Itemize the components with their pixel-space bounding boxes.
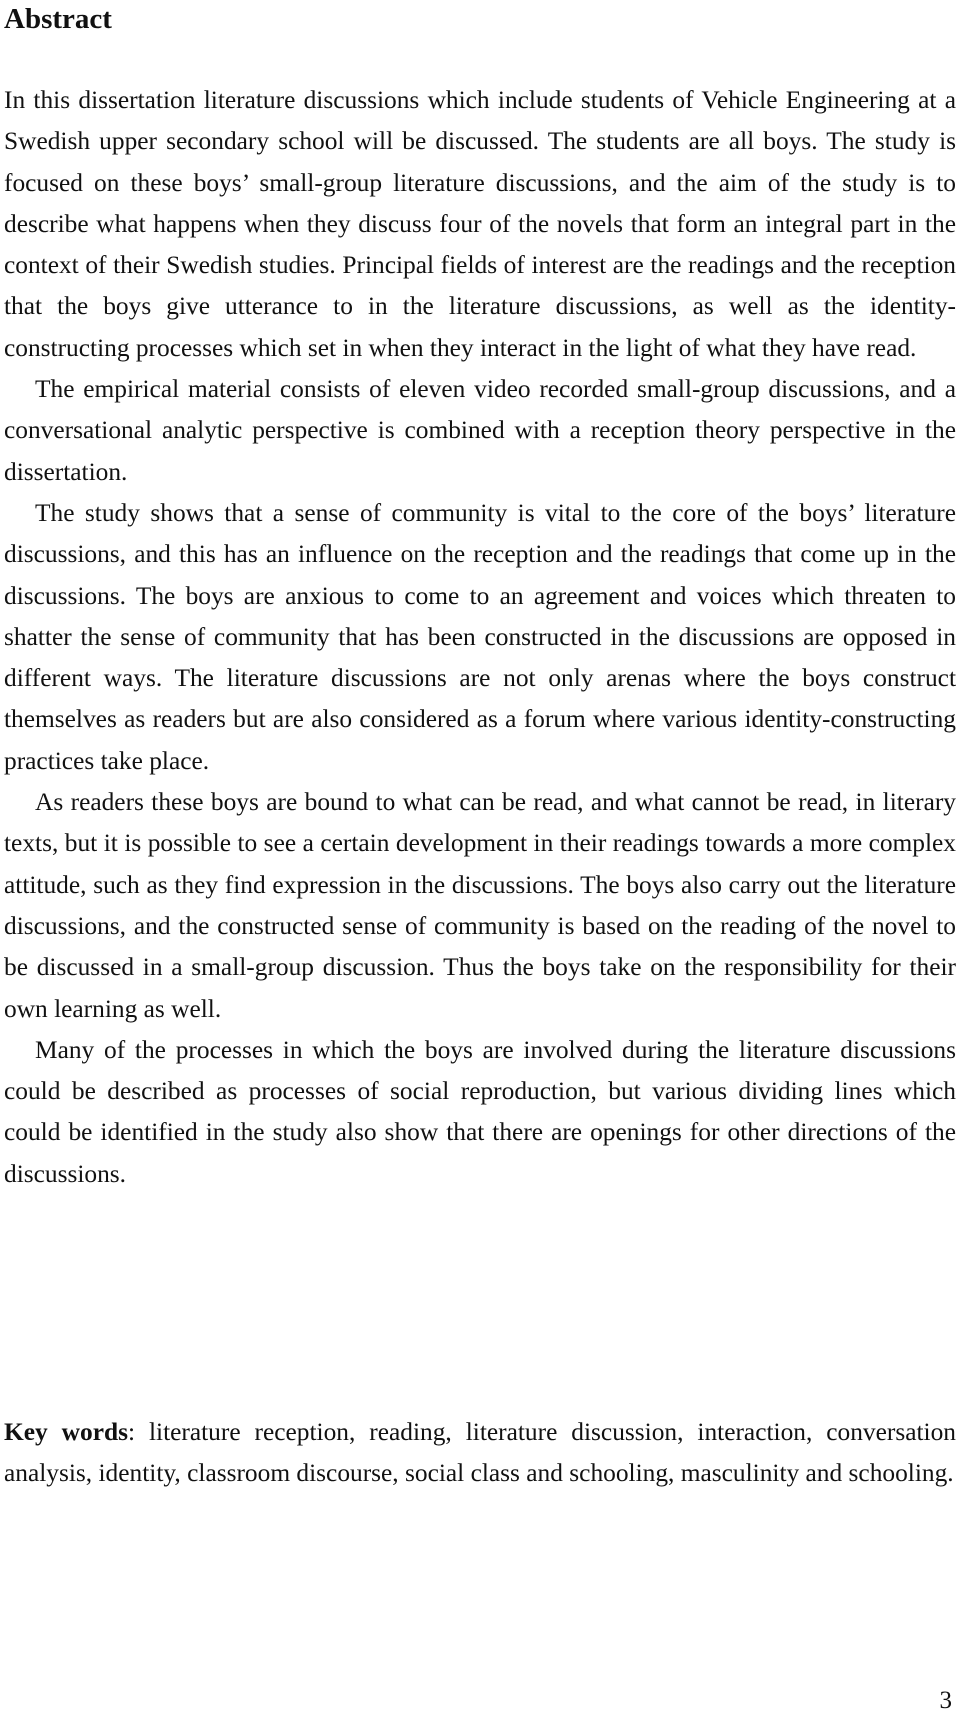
abstract-paragraph-1: In this dissertation literature discussions which include students of Vehicle Engineering at a Swedish upper secondary school will be discussed. The students are all boys. The study is focused on these boys’ small-group literature discussions, and the aim of the study is to describe what happens when they discuss four of the novels that form an integral part in the context of their Swedish studies. Principal fields of interest are the readings and the reception that the boys give utterance to in the literature discussions, as well as the identity-constructing processes which set in when they interact in the light of what they have read. <box>4 86 956 362</box>
keywords-section <box>4 1412 956 1495</box>
page-number: 3 <box>939 1687 952 1714</box>
abstract-paragraph-5: Many of the processes in which the boys are involved during the literature discussions could be described as processes of social reproduction, but various dividing lines which could be identified in the study also show that there are openings for other directions of the discussions. <box>4 1035 956 1188</box>
abstract-heading: Abstract <box>4 3 112 35</box>
abstract-paragraph-2: The empirical material consists of eleven video recorded small-group discussions, and a conversational analytic perspective is combined with a reception theory perspective in the dissertation. <box>4 375 956 486</box>
abstract-paragraph-3: The study shows that a sense of community is vital to the core of the boys’ literature discussions, and this has an influence on the reception and the readings that come up in the discussions. The boys are anxious to come to an agreement and voices which threaten to shatter the sense of community that has been constructed in the discussions are opposed in different ways. The literature discussions are not only arenas where the boys construct themselves as readers but are also considered as a forum where various identity-constructing practices take place. <box>4 498 956 775</box>
abstract-body <box>4 80 956 1195</box>
keywords-list: literature reception, reading, literature discussion, interaction, conversation analysis, identity, classroom discourse, social class and schooling, masculinity and schooling. <box>4 1418 956 1488</box>
keywords-label: Key words <box>4 1418 128 1446</box>
abstract-paragraph-4: As readers these boys are bound to what can be read, and what cannot be read, in literary texts, but it is possible to see a certain development in their readings towards a more complex attitude, such as they find expression in the discussions. The boys also carry out the literature discussions, and the constructed sense of community is based on the reading of the novel to be discussed in a small-group discussion. Thus the boys take on the responsibility for their own learning as well. <box>4 788 956 1023</box>
keywords-separator: : <box>127 1418 149 1446</box>
